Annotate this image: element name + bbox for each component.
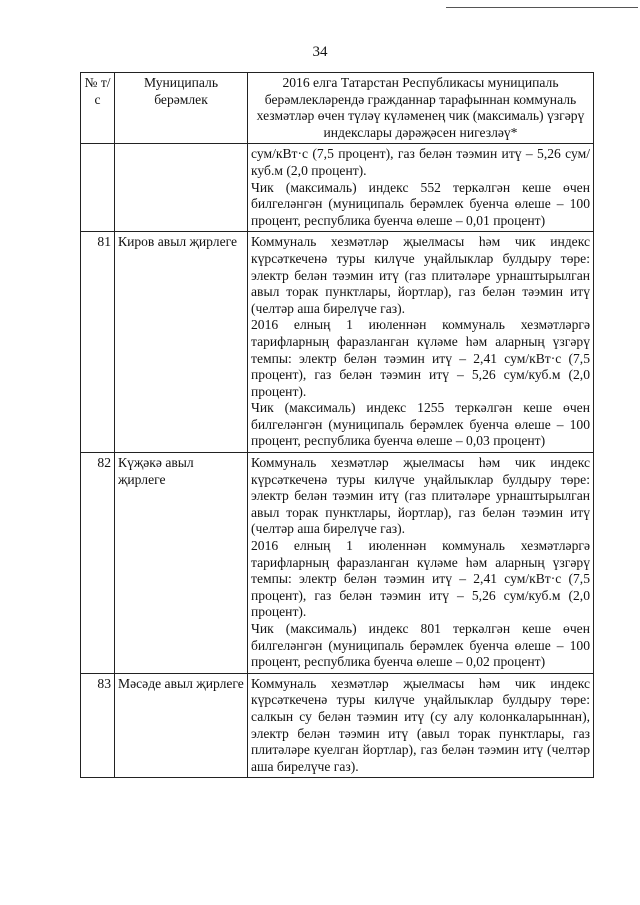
cell-num: 81 [81,232,115,453]
description-paragraph: Коммуналь хезмәтләр җыелмасы һәм чик индекс күрсәткеченә туры килүче уңайлыклар булдыру төре: салкын су белән тәэмин итү (су алу колонкаларыннан), электр белән тәэмин итү (авыл торак пунктлары, газ плитәләре куелган йортлар), газ белән тәэмин итү (челтәр аша бирелүче газ). [251,675,590,774]
table-row [81,453,594,674]
header-municipality: Муниципаль берәмлек [115,73,248,144]
description-paragraph: Чик (максималь) индекс 801 теркәлгән кеше өчен билгеләнгән (муниципаль берәмлек буенча өлеше – 100 процент, республика буенча өлеше – 0,02 процент) [251,621,590,670]
cell-description [248,232,594,453]
cell-municipality: Күҗәкә авыл җирлеге [115,453,248,674]
table-row [81,673,594,778]
description-paragraph: 2016 елның 1 июленнән коммуналь хезмәтләргә тарифларның фаразланган күләме һәм аларның үзгәрү темпы: электр белән тәэмин итү – 2,41 сум/кВт·с (7,5 процент), газ белән тәэмин итү – 5,26 сум/куб.м (2,0 процент). [251,317,590,399]
cell-num [81,144,115,232]
table-row [81,232,594,453]
cell-num: 83 [81,673,115,778]
description-paragraph: Коммуналь хезмәтләр җыелмасы һәм чик индекс күрсәткеченә туры килүче уңайлыклар булдыру төре: электр белән тәэмин итү (газ плитәләре урнаштырылган авыл торак пунктлары, йортлар), газ белән тәэмин итү (челтәр аша бирелүче газ). [251,455,590,537]
description-paragraph: Чик (максималь) индекс 552 теркәлгән кеше өчен билгеләнгән (муниципаль берәмлек буенча өлеше – 100 процент, республика буенча өлеше – 0,01 процент) [251,179,590,228]
cell-municipality [115,144,248,232]
description-paragraph: Чик (максималь) индекс 1255 теркәлгән кеше өчен билгеләнгән (муниципаль берәмлек буенча өлеше – 100 процент, республика буенча өлеше – 0,03 процент) [251,400,590,449]
description-paragraph: Коммуналь хезмәтләр җыелмасы һәм чик индекс күрсәткеченә туры килүче уңайлыклар булдыру төре: электр белән тәэмин итү (газ плитәләре урнаштырылган авыл торак пунктлары, йортлар), газ белән тәэмин итү (челтәр аша бирелүче газ). [251,234,590,316]
table-row-continuation [81,144,594,232]
municipality-index-table [80,72,594,778]
cell-num: 82 [81,453,115,674]
description-paragraph: 2016 елның 1 июленнән коммуналь хезмәтләргә тарифларның фаразланган күләме һәм аларның үзгәрү темпы: электр белән тәэмин итү – 2,41 сум/кВт·с (7,5 процент), газ белән тәэмин итү – 5,26 сум/куб.м (2,0 процент). [251,538,590,620]
header-description: 2016 елга Татарстан Республикасы муниципаль берәмлекләрендә гражданнар тарафыннан коммуналь хезмәтләр өчен түләү күләменең чик (максималь) үзгәрү индекслары дәрәҗәсен нигезләү* [248,73,594,144]
cell-municipality: Киров авыл җирлеге [115,232,248,453]
cell-municipality: Мәсәде авыл җирлеге [115,673,248,778]
header-num: № т/с [81,73,115,144]
page-number: 34 [312,44,328,60]
cell-description [248,453,594,674]
cell-description [248,673,594,778]
cell-description [248,144,594,232]
table-header-row [81,73,594,144]
top-rule [446,7,638,8]
description-paragraph: сум/кВт·с (7,5 процент), газ белән тәэмин итү – 5,26 сум/куб.м (2,0 процент). [251,146,590,178]
